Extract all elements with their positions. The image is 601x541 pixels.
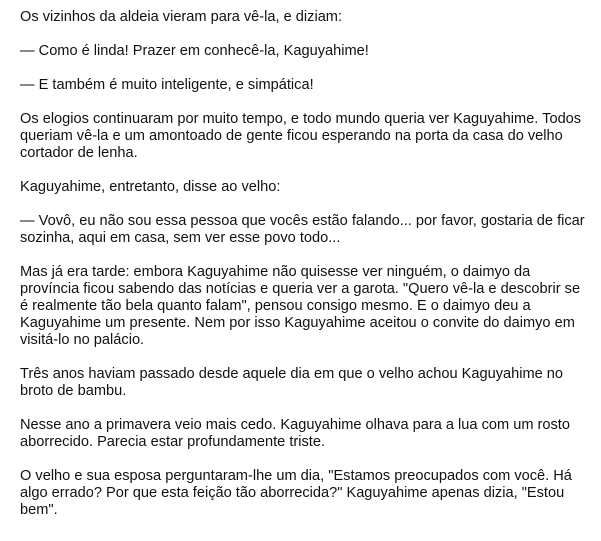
paragraph-daimyo: Mas já era tarde: embora Kaguyahime não quisesse ver ninguém, o daimyo da província ficou sabendo das notícias e queria ver a garota. "Quero vê-la e descobrir se é realmente tão bela quanto falam", pensou consigo mesmo. E o daimyo deu a Kaguyahime um presente. Nem por isso Kaguyahime aceitou o convite do daimyo em visitá-lo no palácio. xyxy=(20,264,581,348)
paragraph-praise-continued: Os elogios continuaram por muito tempo, e todo mundo queria ver Kaguyahime. Todos queriam vê-la e um amontoado de gente ficou esperando na porta da casa do velho cortador de lenha. xyxy=(20,111,582,161)
paragraph-worried-parents: O velho e sua esposa perguntaram-lhe um dia, "Estamos preocupados com você. Há algo errado? Por que esta feição tão aborrecida?" Kaguyahime apenas dizia, "Estou bem". xyxy=(20,468,572,518)
paragraph-grandpa-request: — Vovô, eu não sou essa pessoa que vocês estão falando... por favor, gostaria de ficar sozinha, aqui em casa, sem ver esse povo todo... xyxy=(20,213,585,246)
paragraph-three-years: Três anos haviam passado desde aquele dia em que o velho achou Kaguyahime no broto de bambu. xyxy=(20,366,564,399)
paragraph-spring: Nesse ano a primavera veio mais cedo. Kaguyahime olhava para a lua com um rosto aborrecido. Parecia estar profundamente triste. xyxy=(20,417,570,450)
paragraph-villagers-came: Os vizinhos da aldeia vieram para vê-la, e diziam: xyxy=(20,9,343,25)
paragraph-intelligent: — E também é muito inteligente, e simpática! xyxy=(20,77,314,93)
paragraph-said-to-old-man: Kaguyahime, entretanto, disse ao velho: xyxy=(20,179,281,195)
paragraph-how-beautiful: — Como é linda! Prazer em conhecê-la, Kaguyahime! xyxy=(20,43,369,59)
